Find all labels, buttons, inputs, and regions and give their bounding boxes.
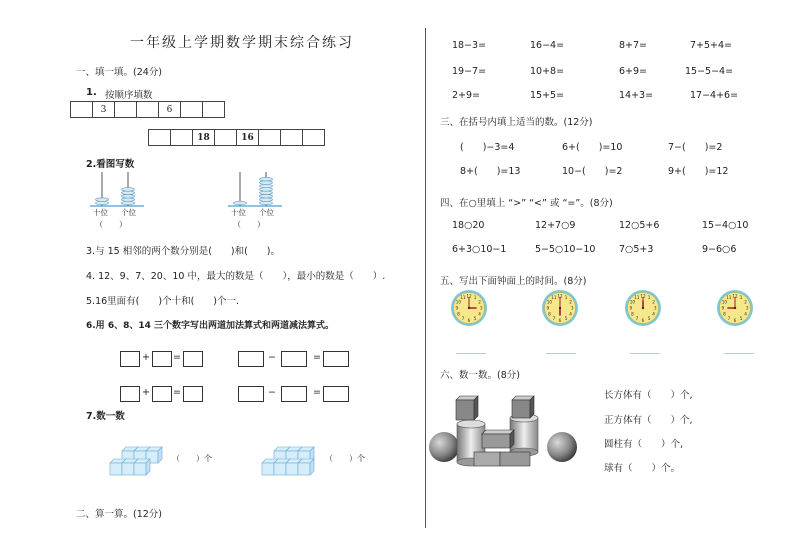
clock-numeral: 11 [551,295,557,301]
clock-center [642,307,644,309]
clock-numeral: 7 [461,316,465,322]
cuboid [482,430,514,448]
clock-numeral: 2 [744,299,747,305]
compare-item[interactable]: 5−5○10−10 [535,244,596,255]
clock-numeral: 3 [745,305,749,311]
clock-face [541,289,579,327]
equation-box[interactable] [238,386,264,402]
equation-box[interactable] [281,386,307,402]
clock-numeral: 2 [569,299,572,305]
calc-item: 15+5= [530,90,565,101]
abacus-bead [122,188,135,192]
calc-item: 17−4+6= [690,90,739,101]
abacus-bead [260,184,273,188]
compare-item[interactable]: 12+7○9 [535,220,576,231]
cube [298,459,314,475]
column-divider [425,28,426,528]
clock-face [450,289,488,327]
abacus1-answer[interactable]: （ ） [95,220,127,229]
abacus-bead [96,201,109,205]
q3-text: 3.与 15 相邻的两个数分别是( )和( )。 [86,246,281,257]
clock-numeral: 7 [635,316,639,322]
cube [456,396,478,420]
abacus-bead [260,194,273,198]
seq2-cell: 18 [193,130,215,146]
cube [134,459,150,475]
abacus-bead [260,177,273,181]
abacus-bead [260,198,273,202]
compare-item[interactable]: 12○5+6 [619,220,660,231]
seq1-cell[interactable] [181,102,203,118]
abacus1-ones-label: 个位 [121,208,136,217]
clock-numeral: 12 [466,293,472,299]
clock-numeral: 8 [631,311,634,317]
seq1-cell[interactable] [137,102,159,118]
equals-sign: = [173,387,181,398]
compare-item[interactable]: 18○20 [452,220,485,231]
fill-item[interactable]: ( )−3=4 [460,142,515,153]
clock-numeral: 9 [629,305,633,311]
compare-item[interactable]: 7○5+3 [619,244,654,255]
abacus-bead [260,188,273,192]
cube-stack-1 [108,438,166,478]
abacus-bead [122,201,135,205]
clock-numeral: 4 [569,311,572,317]
seq2-cell[interactable] [149,130,171,146]
clock-face [716,289,754,327]
minus-sign: − [268,387,276,398]
abacus-tens-beads [96,198,109,205]
clock-center [559,307,561,309]
equation-box[interactable] [323,351,349,367]
clock-numeral: 9 [721,305,725,311]
seq2-cell[interactable] [281,130,303,146]
equation-box[interactable] [238,351,264,367]
plus-sign: + [142,352,150,363]
section2-heading: 二、算一算。(12分) [76,509,163,520]
clock-numeral: 1 [473,295,477,301]
fill-item[interactable]: 8+( )=13 [460,166,521,177]
abacus-1 [88,170,148,208]
fill-item[interactable]: 9+( )=12 [668,166,729,177]
equals-sign: = [313,387,321,398]
q1-text: 按顺序填数 [105,90,153,101]
q5-text: 5.16里面有( )个十和( )个一. [86,296,239,307]
clock-center [468,307,470,309]
equation-box[interactable] [183,386,203,402]
q2-label: 2.看图写数 [86,159,135,170]
clock-numeral: 7 [727,316,731,322]
equation-box[interactable] [152,386,172,402]
compare-item[interactable]: 9−6○6 [702,244,737,255]
abacus-bead [96,198,109,202]
sequence-row-1 [70,101,225,118]
clock-numeral: 12 [640,293,646,299]
abacus2-ones-label: 个位 [259,208,274,217]
count-cuboid[interactable]: 长方体有（ ）个, [604,390,693,401]
clock-numeral: 5 [564,316,568,322]
clock-numeral: 10 [455,299,462,305]
abacus-bead [260,181,273,185]
clock-numeral: 8 [457,311,460,317]
seq2-cell[interactable] [171,130,193,146]
clock-answer-line[interactable] [630,353,660,354]
abacus-bead [122,191,135,195]
clock-numeral: 4 [478,311,481,317]
abacus-bead [234,201,247,205]
solids-illustration [428,392,578,472]
clock-answer-line[interactable] [724,353,754,354]
seq2-cell: 16 [237,130,259,146]
abacus-ones-beads [260,177,273,204]
seq2-cell[interactable] [215,130,237,146]
fill-item[interactable]: 6+( )=10 [562,142,623,153]
clock-numeral: 2 [478,299,481,305]
abacus1-tens-label: 十位 [93,208,108,217]
clock-numeral: 5 [739,316,743,322]
count-cylinder[interactable]: 圆柱有（ ）个, [604,439,684,450]
equation-box[interactable] [183,351,203,367]
abacus2-tens-label: 十位 [231,208,246,217]
calc-item: 10+8= [530,66,565,77]
seq1-cell: 6 [159,102,181,118]
q7-answer-2[interactable]: （ ）个 [325,454,365,463]
abacus-bead [260,201,273,205]
equals-sign: = [173,352,181,363]
section3-heading: 三、在括号内填上适当的数。(12分) [440,117,593,128]
abacus-bead [122,194,135,198]
abacus2-answer[interactable]: （ ） [233,220,265,229]
clock-numeral: 8 [548,311,551,317]
clock-numeral: 7 [552,316,556,322]
compare-item[interactable]: 15−4○10 [702,220,749,231]
clock-answer-line[interactable] [546,353,576,354]
sphere [429,432,459,462]
fill-item[interactable]: 7−( )=2 [668,142,723,153]
abacus-bead [260,191,273,195]
seq1-cell[interactable] [115,102,137,118]
calc-item: 14+3= [619,90,654,101]
clock-numeral: 3 [570,305,574,311]
calc-item: 15−5−4= [685,66,734,77]
clock-numeral: 6 [467,317,471,323]
q7-answer-1[interactable]: （ ）个 [172,454,212,463]
seq1-cell: 3 [93,102,115,118]
clock-numeral: 3 [479,305,483,311]
clock-numeral: 11 [726,295,732,301]
sphere [547,432,577,462]
equation-box[interactable] [323,386,349,402]
seq1-cell[interactable] [71,102,93,118]
clock-numeral: 10 [629,299,636,305]
seq1-cell[interactable] [203,102,225,118]
abacus-tens-beads [234,201,247,205]
calc-item: 16−4= [530,40,565,51]
clock-numeral: 2 [652,299,655,305]
abacus-ones-beads [122,188,135,205]
abacus-2 [226,170,286,208]
sequence-row-2 [148,129,325,146]
equals-sign: = [313,352,321,363]
clock-numeral: 11 [634,295,640,301]
fill-item[interactable]: 10−( )=2 [562,166,623,177]
calc-item: 18−3= [452,40,487,51]
equation-box[interactable] [281,351,307,367]
compare-item[interactable]: 6+3○10−1 [452,244,507,255]
clock-face [624,289,662,327]
q7-label: 7.数一数 [86,411,125,422]
seq2-cell[interactable] [259,130,281,146]
clock-numeral: 5 [647,316,651,322]
clock-numeral: 6 [733,317,737,323]
clock-numeral: 3 [653,305,657,311]
minus-sign: − [268,352,276,363]
clock-numeral: 10 [721,299,728,305]
equation-box[interactable] [152,351,172,367]
clock-numeral: 10 [546,299,553,305]
q4-text: 4. 12、9、7、20、10 中，最大的数是（ ），最小的数是（ ）. [86,271,386,282]
clock-numeral: 1 [564,295,568,301]
cube [512,396,534,418]
clock-numeral: 4 [652,311,655,317]
clock-numeral: 6 [641,317,645,323]
section1-heading: 一、填一填。(24分) [76,67,163,78]
clock-numeral: 12 [732,293,738,299]
q1-label: 1. [86,87,97,98]
cube-stack-2 [260,438,318,478]
calc-item: 6+9= [619,66,648,77]
clock-numeral: 6 [558,317,562,323]
clock-numeral: 4 [744,311,747,317]
section4-heading: 四、在○里填上 “>” “<” 或 “=”。(8分) [440,198,613,209]
seq2-cell[interactable] [303,130,325,146]
count-sphere[interactable]: 球有（ ）个。 [604,463,681,474]
plus-sign: + [142,387,150,398]
clock-answer-line[interactable] [456,353,486,354]
page-title: 一年级上学期数学期末综合练习 [130,35,354,51]
clock-numeral: 9 [546,305,550,311]
calc-item: 7+5+4= [690,40,733,51]
calc-item: 8+7= [619,40,648,51]
calc-item: 2+9= [452,90,481,101]
clock-numeral: 8 [723,311,726,317]
section6-heading: 六、数一数。(8分) [440,370,520,381]
clock-numeral: 11 [460,295,466,301]
equation-box[interactable] [120,351,140,367]
clock-numeral: 5 [473,316,477,322]
clock-center [734,307,736,309]
section5-heading: 五、写出下面钟面上的时间。(8分) [440,276,587,287]
clock-numeral: 12 [557,293,563,299]
count-cube[interactable]: 正方体有（ ）个, [604,415,693,426]
abacus-bead [122,198,135,202]
calc-item: 19−7= [452,66,487,77]
equation-box[interactable] [120,386,140,402]
clock-numeral: 1 [647,295,651,301]
cuboid [474,452,530,466]
clock-numeral: 9 [455,305,459,311]
q6-text: 6.用 6、8、14 三个数字写出两道加法算式和两道减法算式。 [86,321,334,331]
clock-numeral: 1 [739,295,743,301]
